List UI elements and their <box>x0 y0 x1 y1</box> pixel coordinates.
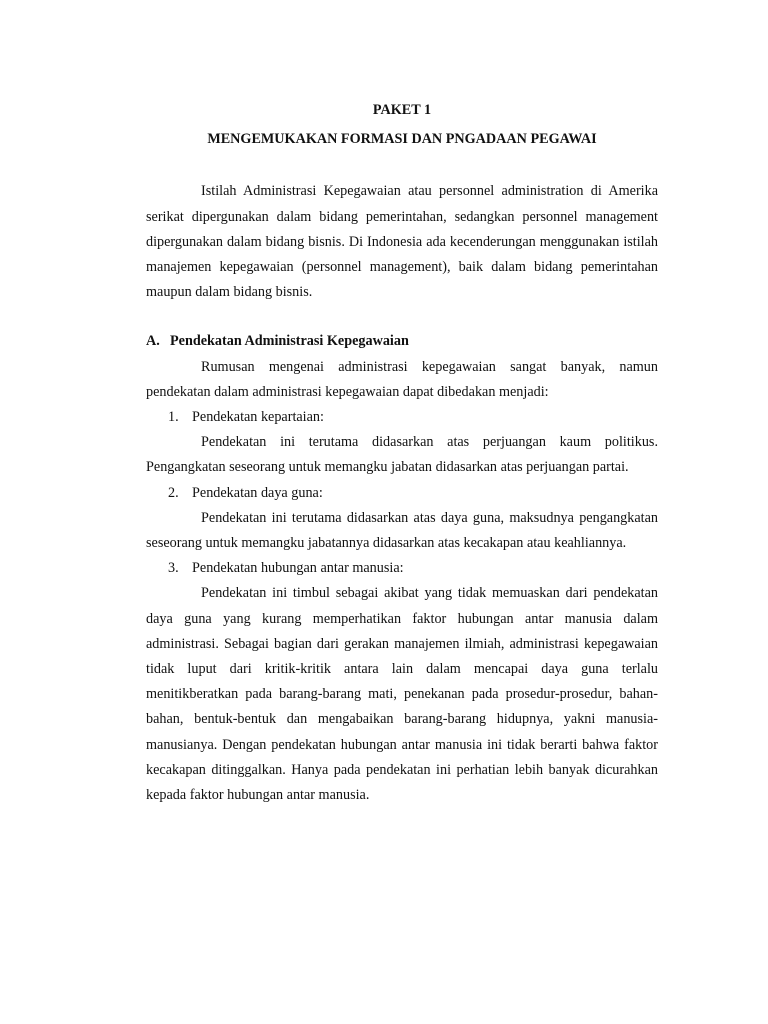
section-letter: A. <box>146 333 160 350</box>
list-item-heading <box>146 556 658 581</box>
list-item-heading <box>146 405 658 430</box>
list-item-body: Pendekatan ini terutama didasarkan atas daya guna, maksudnya pengangkatan seseorang untuk memangku jabatannya didasarkan atas kecakapan atau keahliannya. <box>146 509 658 552</box>
intro-paragraph: Istilah Administrasi Kepegawaian atau personnel administration di Amerika serikat dipergunakan dalam bidang pemerintahan, sedangkan personnel management dipergunakan dalam bidang bisnis. Di Indonesia ada kecenderungan menggunakan istilah manajemen kepegawaian (personnel management), baik dalam bidang pemerintahan maupun dalam bidang bisnis. <box>146 183 658 301</box>
document-subheading: MENGEMUKAKAN FORMASI DAN PNGADAAN PEGAWAI <box>207 131 597 148</box>
section-lead-paragraph: Rumusan mengenai administrasi kepegawaian sangat banyak, namun pendekatan dalam administrasi kepegawaian dapat dibedakan menjadi: <box>146 358 658 400</box>
list-item-number: 3. <box>168 560 179 577</box>
list-item-title: Pendekatan hubungan antar manusia: <box>192 560 404 577</box>
section-heading <box>146 329 658 354</box>
list-item-number: 1. <box>168 409 179 426</box>
list-item-number: 2. <box>168 484 179 501</box>
section-title: Pendekatan Administrasi Kepegawaian <box>170 333 409 350</box>
list-item-title: Pendekatan daya guna: <box>192 484 323 501</box>
list-item-body: Pendekatan ini timbul sebagai akibat yang tidak memuaskan dari pendekatan daya guna yang kurang memperhatikan faktor hubungan antar manusia dalam administrasi. Sebagai bagian dari gerakan manajemen ilmiah, administrasi kepegawaian tidak luput dari kritik-kritik antara lain dalam mencapai daya guna terlalu menitikberatkan pada barang-barang mati, penekanan pada prosedur-prosedur, bahan-bahan, bentuk-bentuk dan mengabaikan barang-barang hidupnya, yakni manusia-manusianya. Dengan pendekatan hubungan antar manusia ini tidak berarti bahwa faktor kecakapan ditinggalkan. Hanya pada pendekatan ini perhatian lebih banyak dicurahkan kepada faktor hubungan antar manusia. <box>146 585 658 804</box>
list-item-heading <box>146 481 658 506</box>
document-heading: PAKET 1 <box>372 102 432 118</box>
document-page <box>146 98 658 808</box>
list-item-body: Pendekatan ini terutama didasarkan atas perjuangan kaum politikus. Pengangkatan seseorang untuk memangku jabatan didasarkan atas perjuangan partai. <box>146 434 658 476</box>
list-item-title: Pendekatan kepartaian: <box>192 409 324 426</box>
